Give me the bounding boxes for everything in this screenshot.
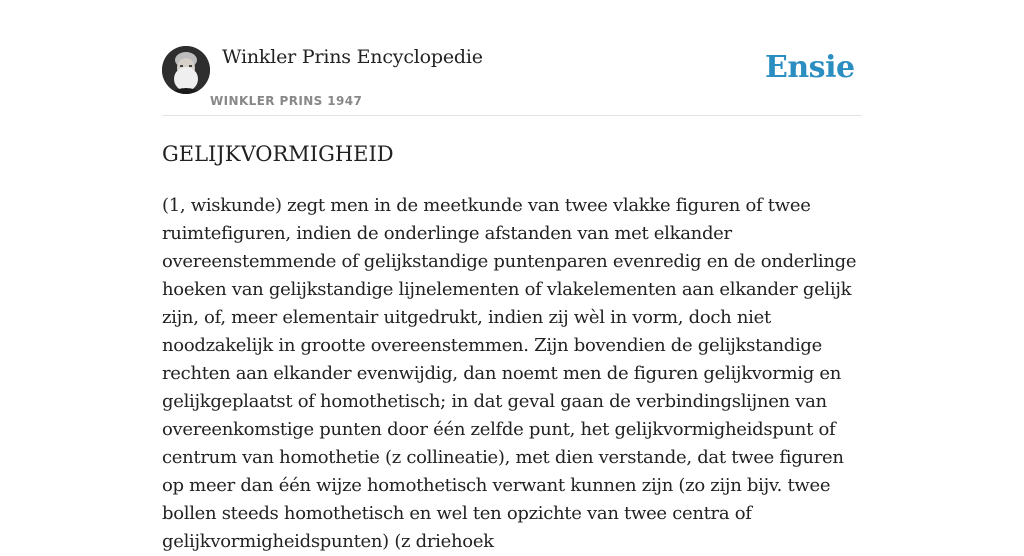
source-subtitle[interactable]: WINKLER PRINS 1947	[210, 94, 363, 108]
brand-logo[interactable]: Ensie	[765, 50, 855, 85]
site-title[interactable]: Winkler Prins Encyclopedie	[222, 46, 483, 68]
article-body: (1, wiskunde) zegt men in de meetkunde van twee vlakke figuren of twee ruimtefiguren, indien de onderlinge afstanden van met elkander overeenstemmende of gelijkstandige puntenparen evenredig en de onderlinge hoeken van gelijkstandige lijnelementen of vlakelementen aan elkander gelijk zijn, of, meer elementair uitgedrukt, indien zij wèl in vorm, doch niet noodzakelijk in grootte overeenstemmen. Zijn bovendien de gelijkstandige rechten aan elkander evenwijdig, dan noemt men de figuren gelijkvormig en gelijkgeplaatst of homothetisch; in dat geval gaan de verbindingslijnen van overeenkomstige punten door één zelfde punt, het gelijkvormigheidspunt of centrum van homothetie (z collineatie), met dien verstande, dat twee figuren op meer dan één wijze homothetisch verwant kunnen zijn (zo zijn bijv. twee bollen steeds homothetisch en wel ten opzichte van twee centra of gelijkvormigheidspunten) (z driehoek	[162, 195, 857, 552]
author-avatar[interactable]	[162, 46, 210, 94]
header-divider	[162, 115, 862, 116]
article-title: GELIJKVORMIGHEID	[162, 142, 394, 166]
portrait-avatar-icon	[162, 46, 210, 94]
